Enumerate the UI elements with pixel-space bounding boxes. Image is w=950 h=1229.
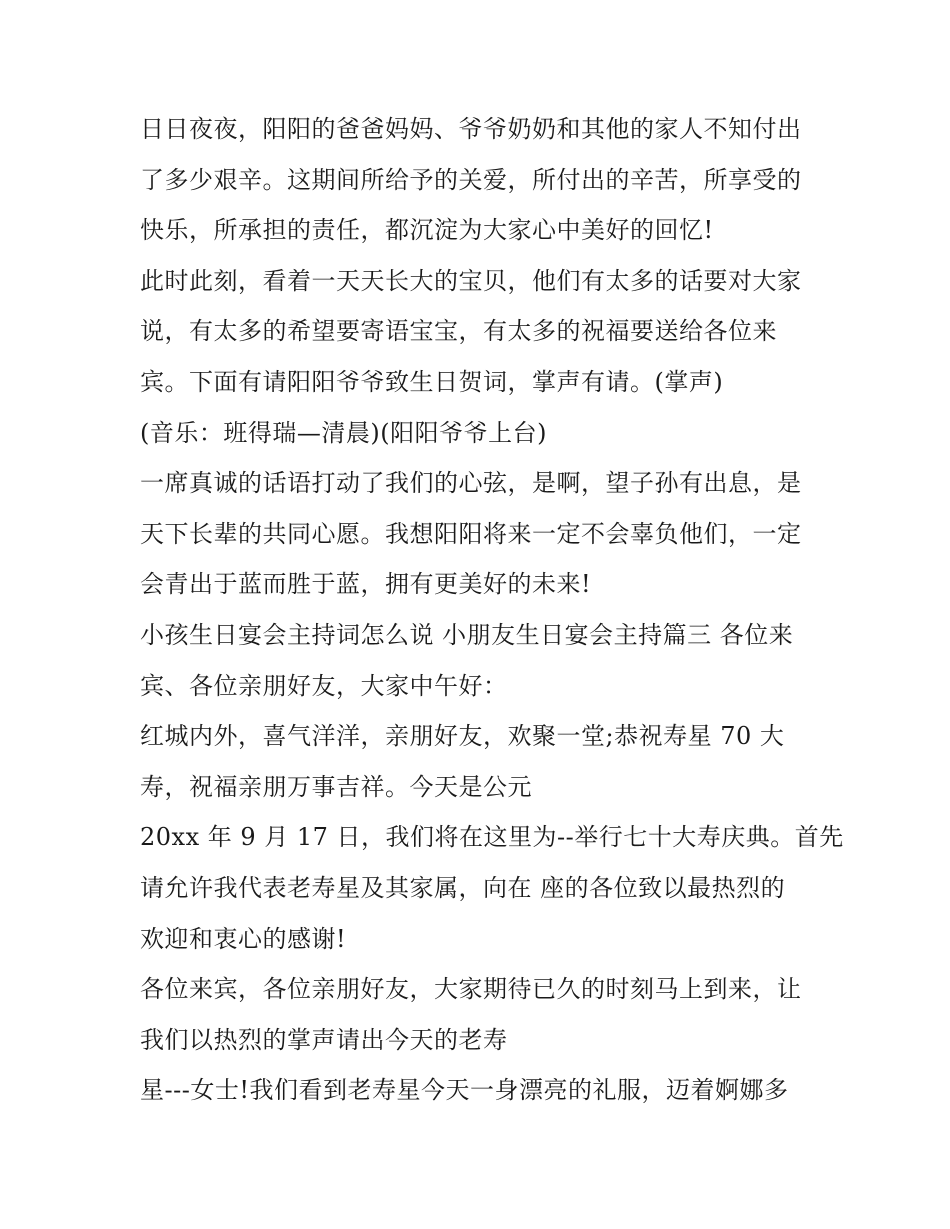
text-line: 说，有太多的希望要寄语宝宝，有太多的祝福要送给各位来 [140,317,777,346]
document-body [140,104,844,1116]
text-line: 请允许我代表老寿星及其家属，向在 座的各位致以最热烈的 [140,873,786,902]
text-line: 此时此刻，看着一天天长大的宝贝，他们有太多的话要对大家 [140,266,802,295]
text-line: 了多少艰辛。这期间所给予的关爱，所付出的辛苦，所享受的 [140,165,802,194]
text-line: (音乐：班得瑞—清晨)(阳阳爷爷上台) [140,418,547,447]
text-line: 日日夜夜，阳阳的爸爸妈妈、爷爷奶奶和其他的家人不知付出 [140,115,802,143]
text-line: 天下长辈的共同心愿。我想阳阳将来一定不会辜负他们，一定 [140,519,802,548]
text-line: 快乐，所承担的责任，都沉淀为大家心中美好的回忆! [140,216,714,245]
text-line: 小孩生日宴会主持词怎么说 小朋友生日宴会主持篇三 各位来 [140,620,794,649]
text-line: 20xx 年 9 月 17 日，我们将在这里为--举行七十大寿庆典。首先 [140,823,844,852]
text-line: 星---女士!我们看到老寿星今天一身漂亮的礼服，迈着婀娜多 [140,1076,789,1105]
text-line: 欢迎和衷心的感谢! [140,924,347,953]
text-line: 各位来宾，各位亲朋好友，大家期待已久的时刻马上到来，让 [140,975,802,1004]
text-line: 宾。下面有请阳阳爷爷致生日贺词，掌声有请。(掌声) [140,367,724,396]
text-line: 我们以热烈的掌声请出今天的老寿 [140,1025,508,1054]
text-line: 红城内外，喜气洋洋，亲朋好友，欢聚一堂;恭祝寿星 70 大 [140,722,785,751]
text-line: 宾、各位亲朋好友，大家中午好： [140,671,508,700]
text-line: 会青出于蓝而胜于蓝，拥有更美好的未来! [140,570,592,599]
text-line: 寿，祝福亲朋万事吉祥。今天是公元 [140,772,532,801]
text-line: 一席真诚的话语打动了我们的心弦，是啊，望子孙有出息，是 [140,469,802,498]
